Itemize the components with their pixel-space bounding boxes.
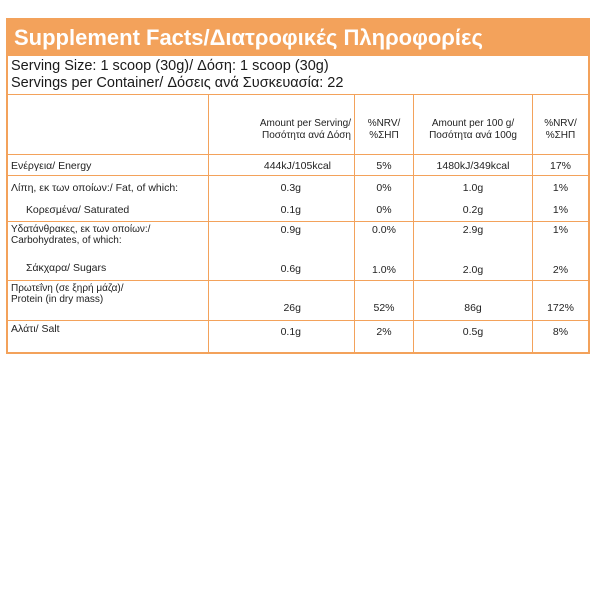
- sugars-nrv: 1.0%: [372, 264, 396, 276]
- header-nrv-serving: %NRV/ %ΣΗΠ: [367, 118, 401, 141]
- saturated-per-serving: 0.1g: [280, 204, 301, 216]
- header-nrv-100g: %NRV/ %ΣΗΠ: [544, 118, 577, 141]
- rule-after-carbs: [8, 280, 588, 281]
- row-label-carbs: Υδατάνθρακες, εκ των οποίων:/ Carbohydrates, of which:: [11, 224, 151, 246]
- row-label-sugars: Σάκχαρα/ Sugars: [26, 262, 107, 274]
- rule-after-energy: [8, 175, 588, 176]
- row-label-protein: Πρωτεΐνη (σε ξηρή μάζα)/ Protein (in dry mass): [11, 283, 124, 305]
- salt-per-100g: 0.5g: [462, 326, 484, 338]
- header-per-100g: Amount per 100 g/ Ποσότητα ανά 100g: [429, 118, 517, 141]
- energy-nrv: 5%: [376, 160, 392, 172]
- fat-per-serving: 0.3g: [280, 182, 301, 194]
- salt-nrv-100g: 8%: [552, 326, 569, 338]
- energy-nrv-100g: 17%: [549, 160, 571, 172]
- salt-nrv: 2%: [376, 326, 392, 338]
- rule-after-protein: [8, 320, 588, 321]
- serving-size: Serving Size: 1 scoop (30g)/ Δόση: 1 scoop (30g): [11, 58, 329, 74]
- servings-per-container: Servings per Container/ Δόσεις ανά Συσκευασία: 22: [11, 75, 344, 91]
- carbs-nrv-100g: 1%: [552, 224, 569, 236]
- carbs-per-100g: 2.9g: [462, 224, 484, 236]
- protein-per-100g: 86g: [464, 302, 482, 314]
- row-label-salt: Αλάτι/ Salt: [11, 323, 60, 335]
- rule-after-servings: [8, 94, 588, 95]
- fat-per-100g: 1.0g: [462, 182, 484, 194]
- row-label-saturated: Κορεσμένα/ Saturated: [26, 204, 130, 216]
- carbs-nrv: 0.0%: [372, 224, 396, 236]
- salt-per-serving: 0.1g: [280, 326, 301, 338]
- sugars-nrv-100g: 2%: [552, 264, 569, 276]
- fat-nrv: 0%: [376, 182, 392, 194]
- saturated-nrv-100g: 1%: [552, 204, 569, 216]
- energy-per-serving: 444kJ/105kcal: [263, 160, 331, 172]
- supplement-facts-panel: [6, 18, 590, 354]
- carbs-per-serving: 0.9g: [280, 224, 301, 236]
- protein-per-serving: 26g: [283, 302, 301, 314]
- sugars-per-serving: 0.6g: [280, 263, 301, 275]
- protein-nrv-100g: 172%: [547, 302, 574, 314]
- fat-nrv-100g: 1%: [552, 182, 569, 194]
- saturated-nrv: 0%: [376, 204, 392, 216]
- serving-info: [11, 58, 343, 92]
- row-label-fat: Λίπη, εκ των οποίων:/ Fat, of which:: [11, 182, 179, 194]
- rule-after-header: [8, 154, 588, 155]
- saturated-per-100g: 0.2g: [462, 204, 484, 216]
- sugars-per-100g: 2.0g: [462, 264, 484, 276]
- header-per-serving: Amount per Serving/ Ποσότητα ανά Δόση: [259, 118, 351, 141]
- energy-per-100g: 1480kJ/349kcal: [436, 160, 510, 172]
- rule-after-fat: [8, 221, 588, 222]
- panel-title: Supplement Facts/Διατροφικές Πληροφορίες: [8, 20, 588, 56]
- row-label-energy: Ενέργεια/ Energy: [11, 160, 92, 172]
- protein-nrv: 52%: [373, 302, 395, 314]
